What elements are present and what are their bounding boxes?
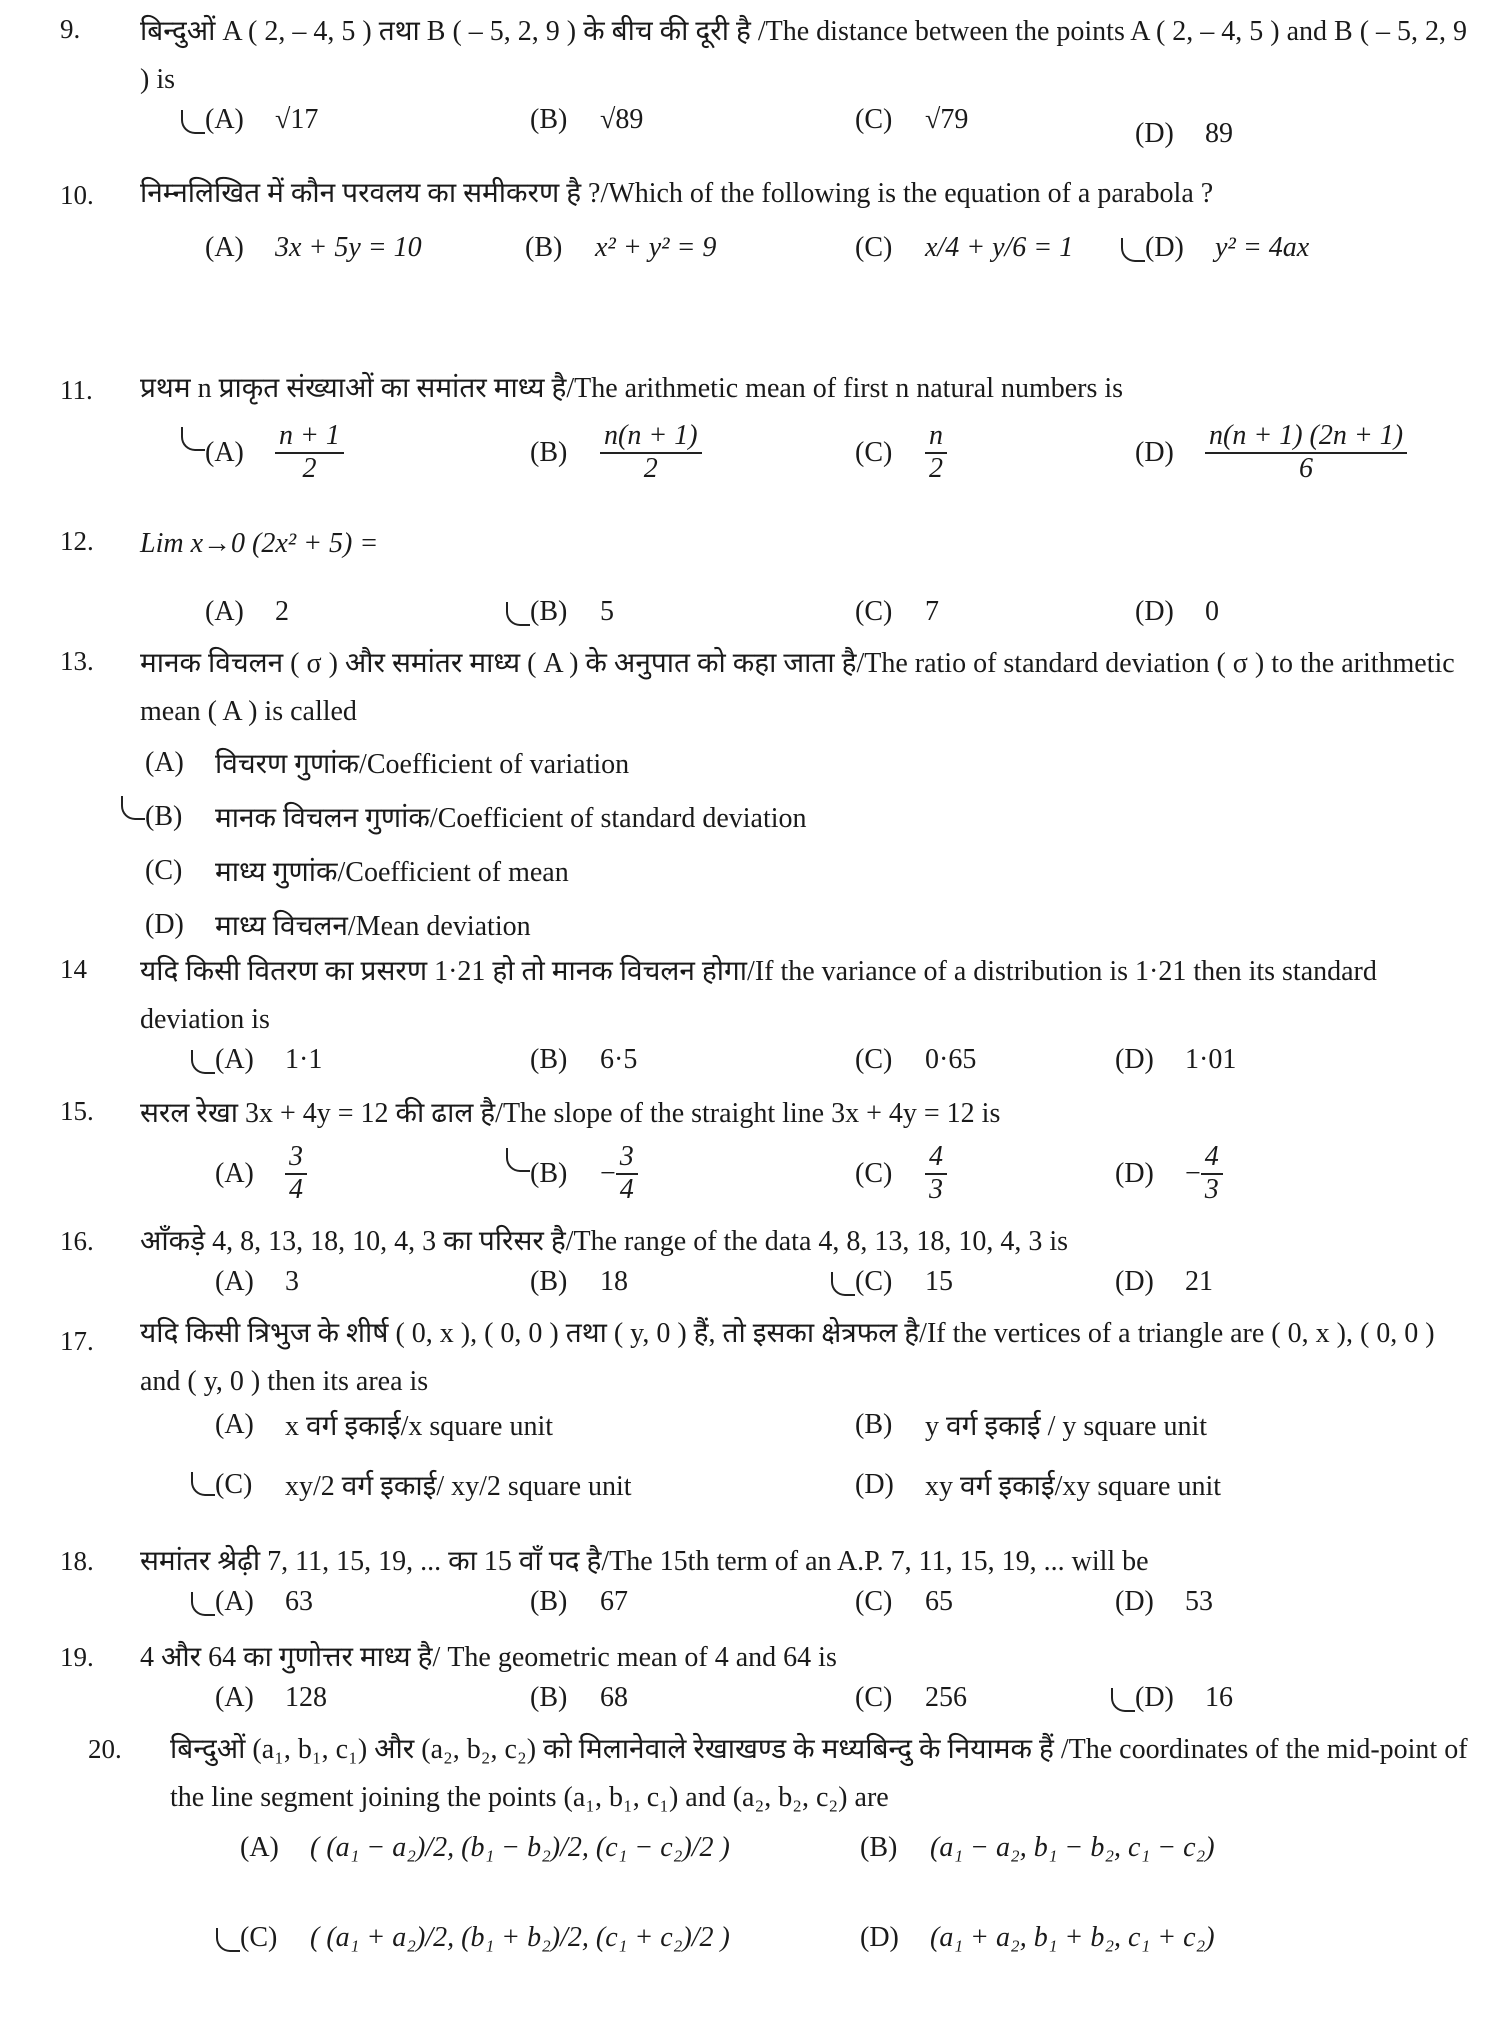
question-text: प्रथम n प्राकृत संख्याओं का समांतर माध्य है/The arithmetic mean of first n natural numbers is bbox=[140, 373, 1124, 404]
option-b[interactable]: (B) − $\frac{3}{4}$ bbox=[530, 1142, 638, 1206]
question-20 bbox=[60, 1726, 1470, 1982]
option-c[interactable]: (C) 256 bbox=[855, 1682, 967, 1713]
option-b[interactable]: (B) 5 bbox=[530, 596, 614, 628]
options-list bbox=[145, 736, 1470, 952]
answer-mark-icon bbox=[121, 796, 145, 820]
question-number: 13. bbox=[60, 646, 94, 676]
fraction: $\frac{4}{3}$ bbox=[1201, 1142, 1223, 1206]
question-number: 12. bbox=[60, 526, 94, 556]
option-a[interactable]: (A) √17 bbox=[205, 104, 318, 136]
question-text: बिन्दुओं (a₁, b₁, c₁) और (a₂, b₂, c₂) को मिलानेवाले रेखाखण्ड के मध्यबिन्दु के नियामक हैं /The coordinates of the mid-point of the line segment joining the points (a₁, b₁, c₁) and (a₂, b₂, c₂) are bbox=[170, 1734, 1468, 1813]
option-c[interactable]: (C) 0·65 bbox=[855, 1044, 977, 1075]
options-row bbox=[145, 1586, 1470, 1630]
option-b[interactable]: (B) मानक विचलन गुणांक/Coefficient of standard deviation bbox=[145, 790, 1470, 844]
option-a[interactable]: (A) $\frac{3}{4}$ bbox=[215, 1142, 307, 1206]
answer-mark-icon bbox=[181, 110, 205, 134]
question-16 bbox=[60, 1218, 1470, 1306]
question-11 bbox=[60, 365, 1470, 511]
option-b[interactable]: (B) $\frac{n(n + 1)}{2}$ bbox=[530, 421, 702, 485]
option-c[interactable]: (C) $\frac{4}{3}$ bbox=[855, 1142, 947, 1206]
options-row bbox=[145, 1682, 1470, 1726]
question-text: यदि किसी त्रिभुज के शीर्ष ( 0, x ), ( 0, 0 ) तथा ( y, 0 ) हैं, तो इसका क्षेत्रफल है/If the vertices of a triangle are ( 0, x ), ( 0, 0 ) and ( y, 0 ) then its area is bbox=[140, 1318, 1435, 1397]
question-number: 14 bbox=[60, 954, 87, 984]
fraction: $\frac{n}{2}$ bbox=[925, 421, 947, 485]
option-b[interactable]: (B) x² + y² = 9 bbox=[525, 232, 717, 263]
option-d[interactable]: (D) $\frac{n(n + 1) (2n + 1)}{6}$ bbox=[1135, 421, 1407, 485]
question-17 bbox=[60, 1310, 1470, 1536]
answer-mark-icon bbox=[191, 1592, 215, 1616]
fraction: $\frac{n(n + 1)}{2}$ bbox=[600, 421, 702, 485]
question-number: 19. bbox=[60, 1642, 94, 1672]
answer-mark-icon bbox=[506, 602, 530, 626]
fraction: $\frac{n(n + 1) (2n + 1)}{6}$ bbox=[1205, 421, 1407, 485]
option-a[interactable]: (A) विचरण गुणांक/Coefficient of variation bbox=[145, 747, 630, 780]
fraction: $\frac{3}{4}$ bbox=[285, 1142, 307, 1206]
option-d[interactable]: (D) 16 bbox=[1135, 1682, 1233, 1714]
options-row bbox=[145, 421, 1470, 511]
option-d[interactable]: (D) y² = 4ax bbox=[1145, 232, 1309, 264]
question-13 bbox=[60, 640, 1470, 952]
question-10 bbox=[60, 170, 1470, 292]
question-18 bbox=[60, 1538, 1470, 1630]
question-text: Lim x→0 (2x² + 5) = bbox=[140, 528, 379, 559]
question-text: मानक विचलन ( σ ) और समांतर माध्य ( A ) के अनुपात को कहा जाता है/The ratio of standard deviation ( σ ) to the arithmetic mean ( A ) is called bbox=[140, 648, 1455, 727]
question-number: 9. bbox=[60, 14, 81, 44]
answer-mark-icon bbox=[506, 1148, 530, 1172]
question-text: बिन्दुओं A ( 2, – 4, 5 ) तथा B ( – 5, 2, 9 ) के बीच की दूरी है /The distance between the points A ( 2, – 4, 5 ) and B ( – 5, 2, 9 ) is bbox=[140, 16, 1468, 95]
option-a[interactable]: (A) 1·1 bbox=[215, 1044, 322, 1076]
question-number: 17. bbox=[60, 1326, 94, 1356]
option-d[interactable]: (D) 53 bbox=[1115, 1586, 1213, 1617]
option-a[interactable]: (A) 63 bbox=[215, 1586, 313, 1618]
answer-mark-icon bbox=[831, 1272, 855, 1296]
fraction: $\frac{3}{4}$ bbox=[616, 1142, 638, 1206]
option-b[interactable]: (B) 67 bbox=[530, 1586, 628, 1617]
answer-mark-icon bbox=[181, 427, 205, 451]
option-d[interactable]: (D) 0 bbox=[1135, 596, 1219, 627]
option-d[interactable]: (D) xy वर्ग इकाई/xy square unit bbox=[855, 1469, 1221, 1502]
question-number: 15. bbox=[60, 1096, 94, 1126]
question-number: 18. bbox=[60, 1546, 94, 1576]
option-b[interactable]: (B) 6·5 bbox=[530, 1044, 638, 1075]
option-d[interactable]: (D) 89 bbox=[1135, 118, 1233, 149]
options-row bbox=[145, 1266, 1470, 1306]
question-text: समांतर श्रेढ़ी 7, 11, 15, 19, ... का 15 वाँ पद है/The 15th term of an A.P. 7, 11, 15, 19, ... will be bbox=[140, 1546, 1149, 1577]
option-a[interactable]: (A) 128 bbox=[215, 1682, 327, 1713]
option-a[interactable]: (A) 3 bbox=[215, 1266, 299, 1297]
option-b[interactable]: (B) y वर्ग इकाई / y square unit bbox=[855, 1409, 1207, 1442]
question-text: सरल रेखा 3x + 4y = 12 की ढाल है/The slope of the straight line 3x + 4y = 12 is bbox=[140, 1098, 1001, 1129]
question-text: यदि किसी वितरण का प्रसरण 1·21 हो तो मानक विचलन होगा/If the variance of a distribution is 1·21 then its standard deviation is bbox=[140, 956, 1377, 1035]
option-a[interactable]: (A) $\frac{n + 1}{2}$ bbox=[205, 421, 344, 485]
option-d[interactable]: (D) 1·01 bbox=[1115, 1044, 1237, 1075]
options-row bbox=[145, 1466, 1470, 1536]
question-number: 20. bbox=[88, 1734, 122, 1764]
option-b[interactable]: (B) (a₁ − a₂, b₁ − b₂, c₁ − c₂) bbox=[860, 1832, 1215, 1863]
options-row bbox=[170, 1922, 1470, 1982]
option-c[interactable]: (C) xy/2 वर्ग इकाई/ xy/2 square unit bbox=[215, 1466, 632, 1504]
options-row bbox=[170, 1832, 1470, 1922]
option-a[interactable]: (A) x वर्ग इकाई/x square unit bbox=[215, 1409, 553, 1442]
question-14 bbox=[60, 948, 1470, 1088]
option-a[interactable]: (A) 3x + 5y = 10 bbox=[205, 232, 422, 263]
question-text: 4 और 64 का गुणोत्तर माध्य है/ The geometric mean of 4 and 64 is bbox=[140, 1642, 837, 1673]
option-b[interactable]: (B) 68 bbox=[530, 1682, 628, 1713]
answer-mark-icon bbox=[191, 1050, 215, 1074]
question-number: 11. bbox=[60, 375, 93, 405]
option-b[interactable]: (B) 18 bbox=[530, 1266, 628, 1297]
option-c[interactable]: (C) माध्य गुणांक/Coefficient of mean bbox=[145, 855, 569, 888]
option-c[interactable]: (C) 7 bbox=[855, 596, 939, 627]
options-row bbox=[145, 232, 1470, 292]
option-d[interactable]: (D) (a₁ + a₂, b₁ + b₂, c₁ + c₂) bbox=[860, 1922, 1215, 1953]
options-row bbox=[145, 1406, 1470, 1466]
option-a[interactable]: (A) ( (a₁ − a₂)/2, (b₁ − b₂)/2, (c₁ − c₂)/2 ) bbox=[240, 1832, 730, 1863]
question-text: आँकड़े 4, 8, 13, 18, 10, 4, 3 का परिसर है/The range of the data 4, 8, 13, 18, 10, 4, 3 is bbox=[140, 1226, 1069, 1257]
option-c[interactable]: (C) 65 bbox=[855, 1586, 953, 1617]
fraction: $\frac{n + 1}{2}$ bbox=[275, 421, 344, 485]
answer-mark-icon bbox=[1121, 238, 1145, 262]
option-d[interactable]: (D) 21 bbox=[1115, 1266, 1213, 1297]
option-c[interactable]: (C) √79 bbox=[855, 104, 969, 135]
option-c[interactable]: (C) 15 bbox=[855, 1266, 953, 1298]
question-19 bbox=[60, 1634, 1470, 1726]
question-12 bbox=[60, 520, 1470, 656]
question-15 bbox=[60, 1090, 1470, 1232]
question-number: 10. bbox=[60, 180, 94, 210]
option-c[interactable]: (C) $\frac{n}{2}$ bbox=[855, 421, 947, 485]
answer-mark-icon bbox=[216, 1928, 240, 1952]
option-c[interactable]: (C) ( (a₁ + a₂)/2, (b₁ + b₂)/2, (c₁ + c₂)/2 ) bbox=[240, 1922, 730, 1954]
option-a[interactable]: (A) 2 bbox=[205, 596, 289, 627]
option-c[interactable]: (C) x/4 + y/6 = 1 bbox=[855, 232, 1074, 263]
option-b[interactable]: (B) √89 bbox=[530, 104, 644, 135]
option-d[interactable]: (D) माध्य विचलन/Mean deviation bbox=[145, 909, 531, 942]
options-row bbox=[145, 104, 1470, 164]
fraction: $\frac{4}{3}$ bbox=[925, 1142, 947, 1206]
question-number: 16. bbox=[60, 1226, 94, 1256]
question-9 bbox=[60, 8, 1470, 164]
answer-mark-icon bbox=[1111, 1688, 1135, 1712]
answer-mark-icon bbox=[191, 1472, 215, 1496]
option-d[interactable]: (D) − $\frac{4}{3}$ bbox=[1115, 1142, 1223, 1206]
question-text: निम्नलिखित में कौन परवलय का समीकरण है ?/Which of the following is the equation of a parabola ? bbox=[140, 178, 1214, 209]
options-row bbox=[145, 1044, 1470, 1088]
